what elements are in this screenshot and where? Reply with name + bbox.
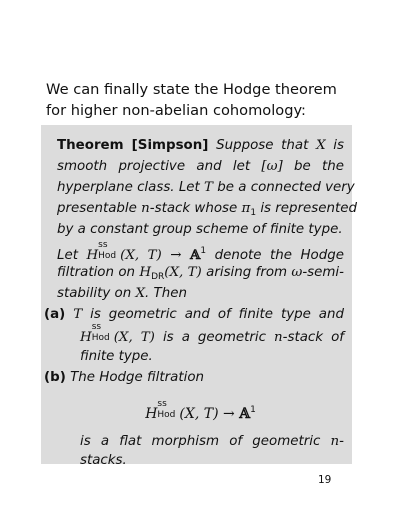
theorem-line-4: presentable n-stack whose $\pi_1$ is represented: [57, 201, 357, 218]
theorem-line-5: by a constant group scheme of finite type.: [57, 222, 343, 237]
item-b-line-3: stacks.: [80, 453, 127, 468]
theorem-line-1: Theorem [Simpson] Suppose that X is: [57, 138, 344, 153]
intro-paragraph: We can finally state the Hodge theorem for higher non-abelian cohomology:: [46, 81, 337, 119]
theorem-line-3: hyperplane class. Let T be a connected very: [57, 180, 355, 195]
theorem-line-2: smooth projective and let [ω] be the: [57, 159, 345, 174]
theorem-heading: Theorem [Simpson]: [57, 138, 209, 153]
item-a-line-1: (a) T is geometric and of finite type and: [44, 307, 344, 322]
item-a-label: (a): [44, 307, 66, 322]
display-formula: H ss Hod (X, T) → 𝔸$^1$: [145, 399, 256, 422]
item-a-line-3: finite type.: [80, 349, 153, 364]
page-number: 19: [318, 474, 332, 486]
item-b-line-2: is a flat morphism of geometric n-: [80, 434, 344, 449]
theorem-line-7: filtration on $H_{DR}(X$, T) arising from ω-semi-: [57, 265, 344, 282]
item-b-label: (b): [44, 370, 66, 385]
theorem-line-6: Let H ss Hod (X, T) → 𝔸$^1$ denote the Hodge: [57, 240, 344, 263]
theorem-line-8: stability on X. Then: [57, 286, 187, 301]
item-b-line-1: (b) The Hodge filtration: [44, 370, 204, 385]
item-a-line-2: H ss Hod (X, T) is a geometric n-stack of: [80, 322, 345, 345]
